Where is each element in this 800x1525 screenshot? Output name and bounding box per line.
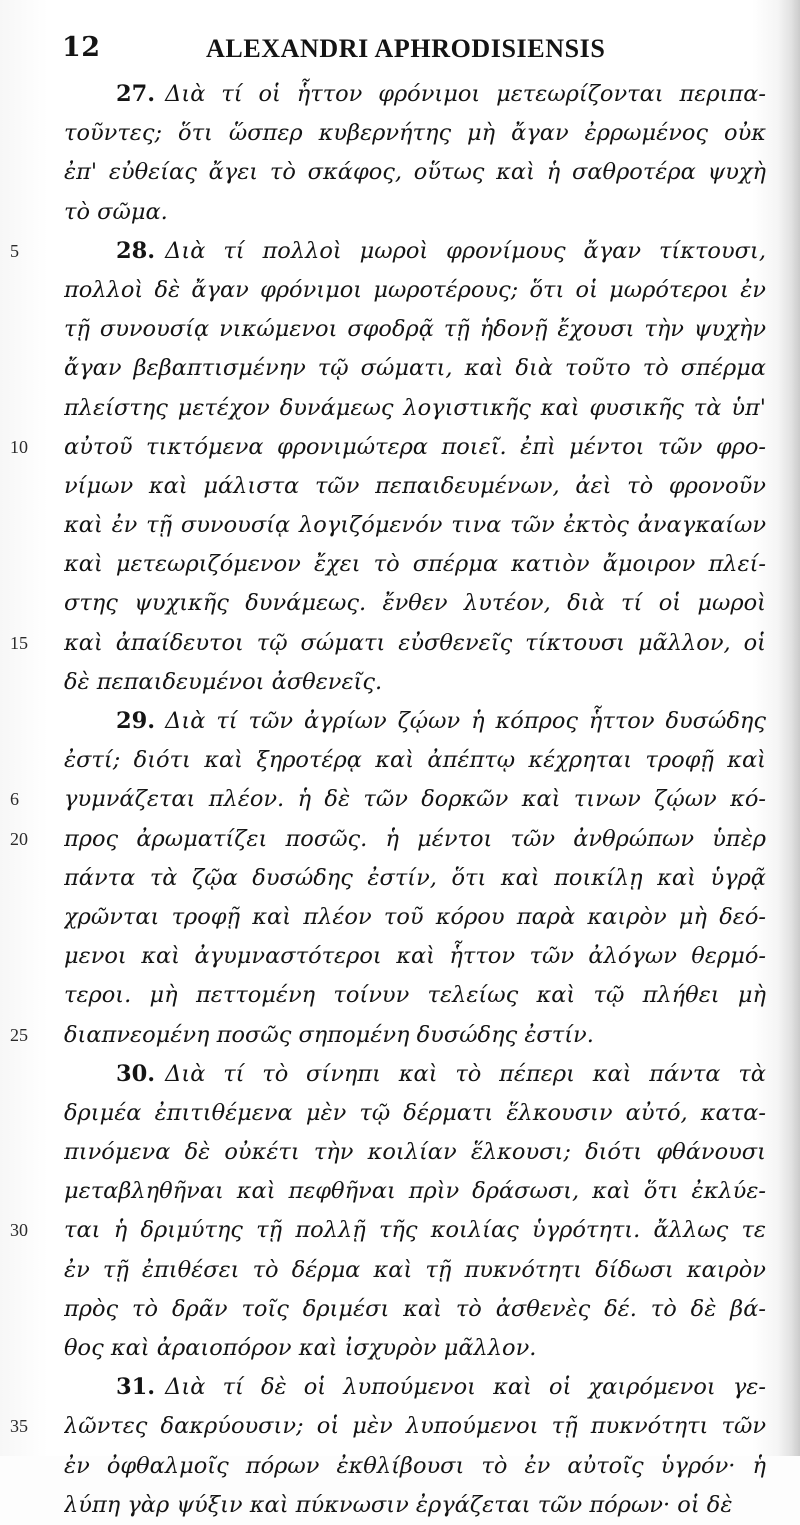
line-content: ἐν ὀφθαλμοῖς πόρων ἐκθλίβουσι τὸ ἐν αὐτοῖς ὑγρόν· ἡ	[64, 1452, 766, 1479]
text-line	[0, 467, 800, 506]
margin-line-number: 25	[10, 1024, 28, 1045]
text-line	[0, 232, 800, 271]
line-text	[64, 349, 766, 388]
text-line	[0, 584, 800, 623]
line-content: Διὰ τί πολλοὶ μωροὶ φρονίμους ἄγαν τίκτουσι,	[165, 237, 766, 264]
line-text	[64, 859, 766, 898]
text-line	[0, 428, 800, 467]
line-text	[64, 428, 766, 467]
line-content: καὶ ἐν τῇ συνουσίᾳ λογιζόμενόν τινα τῶν ἐκτὸς ἀναγκαίων	[64, 512, 766, 539]
line-content: αὐτοῦ τικτόμενα φρονιμώτερα ποιεῖ. ἐπὶ μέντοι τῶν φρο-	[64, 433, 766, 460]
text-line	[0, 1016, 800, 1055]
margin-line-number: 10	[10, 436, 28, 457]
line-content: πολλοὶ δὲ ἄγαν φρόνιμοι μωροτέρους; ὅτι οἱ μωρότεροι ἐν	[64, 276, 766, 303]
line-text	[64, 741, 766, 780]
line-content: διαπνεομένη ποσῶς σηπομένη δυσώδης ἐστίν.	[64, 1021, 594, 1048]
line-text	[64, 898, 766, 937]
running-head: ALEXANDRI APHRODISIENSIS	[206, 34, 606, 63]
line-text	[64, 545, 766, 584]
text-line	[0, 1251, 800, 1290]
text-line	[0, 1055, 800, 1094]
line-content: Διὰ τί οἱ ἧττον φρόνιμοι μετεωρίζονται περιπα-	[165, 81, 766, 107]
line-content: Διὰ τί τῶν ἀγρίων ζῴων ἡ κόπρος ἧττον δυσώδης	[165, 708, 766, 734]
text-line	[0, 1211, 800, 1250]
line-content: νίμων καὶ μάλιστα τῶν πεπαιδευμένων, ἀεὶ τὸ φρονοῦν	[64, 472, 766, 499]
line-content: τὸ σῶμα.	[64, 198, 168, 225]
margin-line-number: 5	[10, 240, 19, 261]
line-text	[64, 1133, 766, 1172]
line-text	[64, 937, 766, 976]
line-text	[64, 976, 766, 1015]
line-text	[64, 153, 766, 192]
line-content: πλείστης μετέχον δυνάμεως λογιστικῆς καὶ φυσικῆς τὰ ὑπ'	[64, 394, 766, 421]
section-number: 30.	[116, 1060, 156, 1087]
text-line	[0, 937, 800, 976]
section-number: 27.	[116, 81, 156, 107]
text-line	[0, 75, 800, 114]
line-text	[64, 1016, 766, 1055]
text-line	[0, 1133, 800, 1172]
text-line	[0, 898, 800, 937]
section-number: 28.	[116, 237, 156, 264]
text-line	[0, 741, 800, 780]
line-text	[64, 1172, 766, 1211]
line-content: δὲ πεπαιδευμένοι ἀσθενεῖς.	[64, 668, 383, 695]
text-line	[0, 1486, 800, 1525]
text-line	[0, 349, 800, 388]
text-line	[0, 1447, 800, 1486]
text-line	[0, 624, 800, 663]
line-content: ἐστί; διότι καὶ ξηροτέρᾳ καὶ ἀπέπτῳ κέχρηται τροφῇ καὶ	[64, 747, 766, 774]
margin-line-number: 35	[10, 1416, 28, 1437]
page-number: 12	[62, 32, 101, 63]
text-line	[0, 780, 800, 819]
line-content: τοῦντες; ὅτι ὥσπερ κυβερνήτης μὴ ἄγαν ἐρρωμένος οὐκ	[64, 120, 766, 147]
section-number: 29.	[116, 708, 156, 734]
text-line	[0, 976, 800, 1015]
margin-line-number: 20	[10, 828, 28, 849]
line-text	[64, 1251, 766, 1290]
line-content: δριμέα ἐπιτιθέμενα μὲν τῷ δέρματι ἕλκουσιν αὐτό, κατα-	[64, 1099, 766, 1126]
page-header	[0, 26, 800, 70]
line-content: καὶ μετεωριζόμενον ἔχει τὸ σπέρμα κατιὸν ἄμοιρον πλεί-	[64, 551, 766, 578]
line-text	[116, 1368, 766, 1407]
line-text	[64, 1329, 766, 1368]
line-text	[116, 702, 766, 741]
line-content: ἐν τῇ ἐπιθέσει τὸ δέρμα καὶ τῇ πυκνότητι δίδωσι καιρὸν	[64, 1256, 766, 1283]
text-line	[0, 506, 800, 545]
line-content: ἐπ' εὐθείας ἄγει τὸ σκάφος, οὕτως καὶ ἡ σαθροτέρα ψυχὴ	[64, 159, 766, 186]
text-line	[0, 271, 800, 310]
text-line	[0, 114, 800, 153]
text-line	[0, 310, 800, 349]
line-content: πρὸς τὸ δρᾶν τοῖς δριμέσι καὶ τὸ ἀσθενὲς δέ. τὸ δὲ βά-	[64, 1295, 766, 1322]
text-line	[0, 820, 800, 859]
line-content: πινόμενα δὲ οὐκέτι τὴν κοιλίαν ἕλκουσι; διότι φθάνουσι	[64, 1139, 766, 1166]
line-content: τεροι. μὴ πεττομένη τοίνυν τελείως καὶ τῷ πλήθει μὴ	[64, 982, 766, 1009]
line-content: μενοι καὶ ἀγυμναστότεροι καὶ ἧττον τῶν ἀλόγων θερμό-	[64, 943, 766, 970]
margin-line-number: 15	[10, 632, 28, 653]
line-text	[64, 389, 766, 428]
line-content: λύπη γὰρ ψύξιν καὶ πύκνωσιν ἐργάζεται τῶν πόρων· οἱ δὲ	[64, 1491, 733, 1518]
text-line	[0, 1407, 800, 1446]
text-body	[0, 75, 800, 1525]
line-content: Διὰ τί τὸ σίνηπι καὶ τὸ πέπερι καὶ πάντα τὰ	[165, 1060, 766, 1087]
section-number: 31.	[116, 1374, 156, 1401]
text-line	[0, 702, 800, 741]
line-content: τῇ συνουσίᾳ νικώμενοι σφοδρᾷ τῇ ἡδονῇ ἔχουσι τὴν ψυχὴν	[64, 316, 766, 343]
line-text	[116, 75, 766, 114]
margin-line-number: 6	[10, 789, 19, 810]
line-content: θος καὶ ἀραιοπόρον καὶ ἰσχυρὸν μᾶλλον.	[64, 1335, 537, 1361]
line-text	[64, 663, 766, 702]
line-text	[64, 1447, 766, 1486]
line-text	[116, 232, 766, 271]
line-text	[64, 506, 766, 545]
line-text	[64, 467, 766, 506]
text-line	[0, 663, 800, 702]
margin-line-number: 30	[10, 1220, 28, 1241]
text-line	[0, 1094, 800, 1133]
text-line	[0, 193, 800, 232]
line-content: ἄγαν βεβαπτισμένην τῷ σώματι, καὶ διὰ τοῦτο τὸ σπέρμα	[64, 355, 766, 382]
line-content: προς ἀρωματίζει ποσῶς. ἡ μέντοι τῶν ἀνθρώπων ὑπὲρ	[64, 825, 766, 852]
line-text	[64, 1290, 766, 1329]
line-content: στης ψυχικῆς δυνάμεως. ἔνθεν λυτέον, διὰ τί οἱ μωροὶ	[64, 590, 766, 617]
line-content: Διὰ τί δὲ οἱ λυπούμενοι καὶ οἱ χαιρόμενοι γε-	[165, 1374, 766, 1401]
line-text	[64, 1094, 766, 1133]
text-line	[0, 153, 800, 192]
line-content: πάντα τὰ ζῷα δυσώδης ἐστίν, ὅτι καὶ ποικίλῃ καὶ ὑγρᾷ	[64, 864, 766, 891]
line-text	[64, 1407, 766, 1446]
text-line	[0, 1329, 800, 1368]
line-text	[116, 1055, 766, 1094]
text-line	[0, 389, 800, 428]
line-content: γυμνάζεται πλέον. ἡ δὲ τῶν δορκῶν καὶ τινων ζῴων κό-	[64, 786, 766, 813]
text-line	[0, 1290, 800, 1329]
line-text	[64, 193, 766, 232]
line-content: χρῶνται τροφῇ καὶ πλέον τοῦ κόρου παρὰ καιρὸν μὴ δεό-	[64, 903, 766, 930]
line-text	[64, 624, 766, 663]
text-line	[0, 545, 800, 584]
line-text	[64, 271, 766, 310]
line-content: καὶ ἀπαίδευτοι τῷ σώματι εὐσθενεῖς τίκτουσι μᾶλλον, οἱ	[64, 629, 766, 656]
line-text	[64, 780, 766, 819]
text-line	[0, 859, 800, 898]
text-line	[0, 1368, 800, 1407]
line-text	[64, 1486, 766, 1525]
text-line	[0, 1172, 800, 1211]
line-text	[64, 114, 766, 153]
line-text	[64, 584, 766, 623]
line-content: μεταβληθῆναι καὶ πεφθῆναι πρὶν δράσωσι, καὶ ὅτι ἐκλύε-	[64, 1178, 766, 1205]
line-content: ται ἡ δριμύτης τῇ πολλῇ τῆς κοιλίας ὑγρότητι. ἄλλως τε	[64, 1217, 766, 1244]
line-text	[64, 820, 766, 859]
line-content: λῶντες δακρύουσιν; οἱ μὲν λυπούμενοι τῇ πυκνότητι τῶν	[64, 1413, 766, 1440]
line-text	[64, 310, 766, 349]
line-text	[64, 1211, 766, 1250]
